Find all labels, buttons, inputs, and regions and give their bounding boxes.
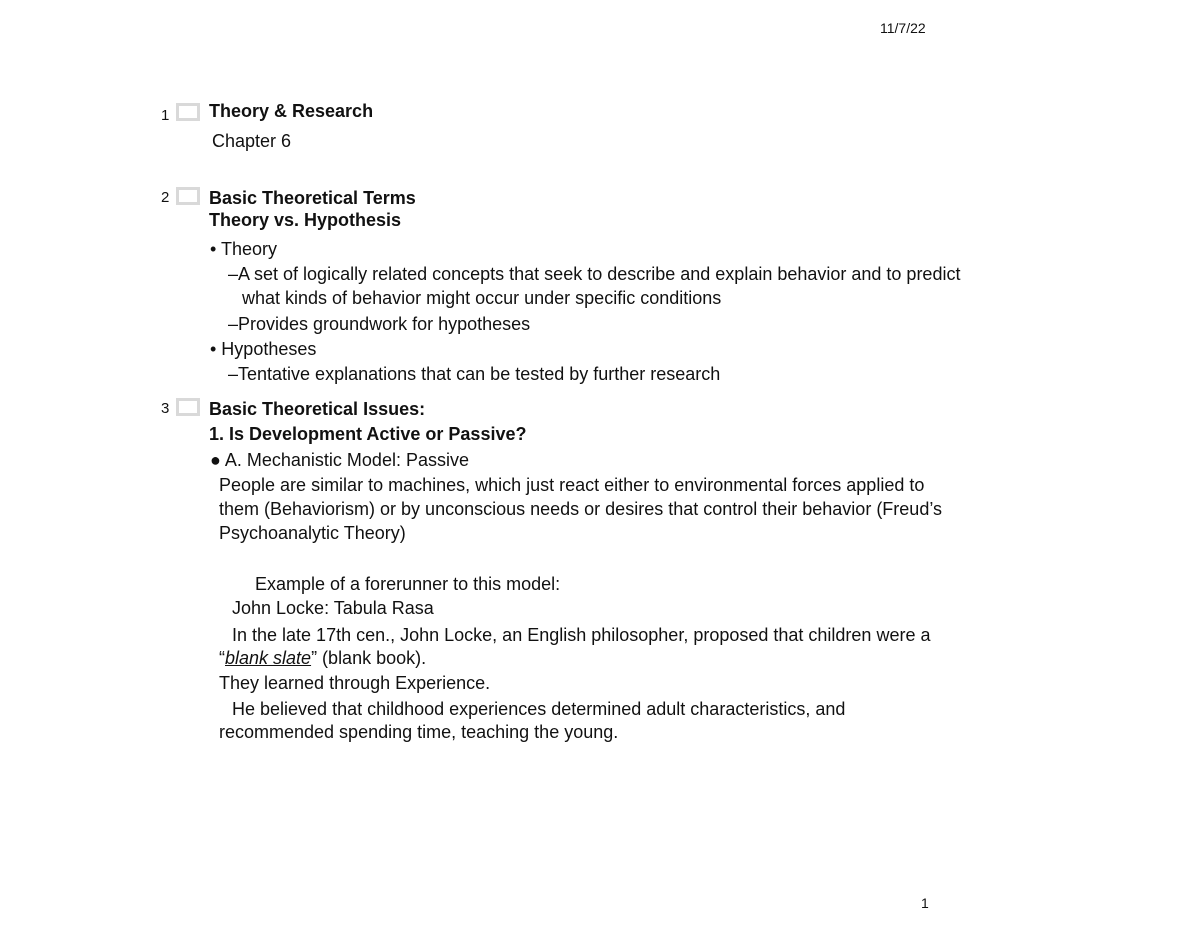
locke-belief: He believed that childhood experiences determined adult characteristics, and	[232, 699, 846, 719]
locke-blank-slate	[219, 647, 426, 669]
slide-number: 3	[161, 400, 170, 417]
learned-through-experience: They learned through Experience.	[219, 673, 491, 693]
slide-number: 2	[161, 189, 170, 206]
paragraph-line: Psychoanalytic Theory)	[219, 523, 406, 543]
print-date: 11/7/22	[880, 20, 926, 36]
page-number: 1	[921, 895, 929, 911]
slide-title: Theory & Research	[209, 101, 374, 121]
theory-definition: –A set of logically related concepts that seek to describe and explain behavior and to predict	[228, 264, 961, 284]
slide-title: Basic Theoretical Terms	[209, 188, 416, 208]
slide-thumbnail	[176, 103, 200, 121]
example-name: John Locke: Tabula Rasa	[232, 598, 434, 618]
slide-heading: Theory vs. Hypothesis	[209, 210, 402, 230]
bullet-theory: • Theory	[210, 239, 277, 259]
theory-groundwork: –Provides groundwork for hypotheses	[228, 314, 531, 334]
slide-title: Basic Theoretical Issues:	[209, 399, 426, 419]
slide-heading: 1. Is Development Active or Passive?	[209, 424, 527, 444]
slide-thumbnail	[176, 398, 200, 416]
hypotheses-definition: –Tentative explanations that can be tested by further research	[228, 364, 721, 384]
paragraph-line: People are similar to machines, which just react either to environmental forces applied to	[219, 475, 925, 495]
bullet-mechanistic-model: ● A. Mechanistic Model: Passive	[210, 450, 469, 470]
paragraph-line: them (Behaviorism) or by unconscious needs or desires that control their behavior (Freud’s	[219, 499, 943, 519]
quote-open: “	[219, 648, 225, 668]
example-intro: Example of a forerunner to this model:	[255, 574, 561, 594]
locke-description: In the late 17th cen., John Locke, an English philosopher, proposed that children were a	[232, 625, 931, 645]
bullet-hypotheses: • Hypotheses	[210, 339, 317, 359]
quote-rest: ” (blank book).	[311, 648, 427, 668]
theory-definition-cont: what kinds of behavior might occur under specific conditions	[242, 288, 722, 308]
slide-subtitle: Chapter 6	[212, 131, 292, 151]
slide-number: 1	[161, 107, 170, 124]
slide-thumbnail	[176, 187, 200, 205]
blank-slate-term: blank slate	[225, 648, 312, 668]
locke-belief-cont: recommended spending time, teaching the young.	[219, 722, 619, 742]
